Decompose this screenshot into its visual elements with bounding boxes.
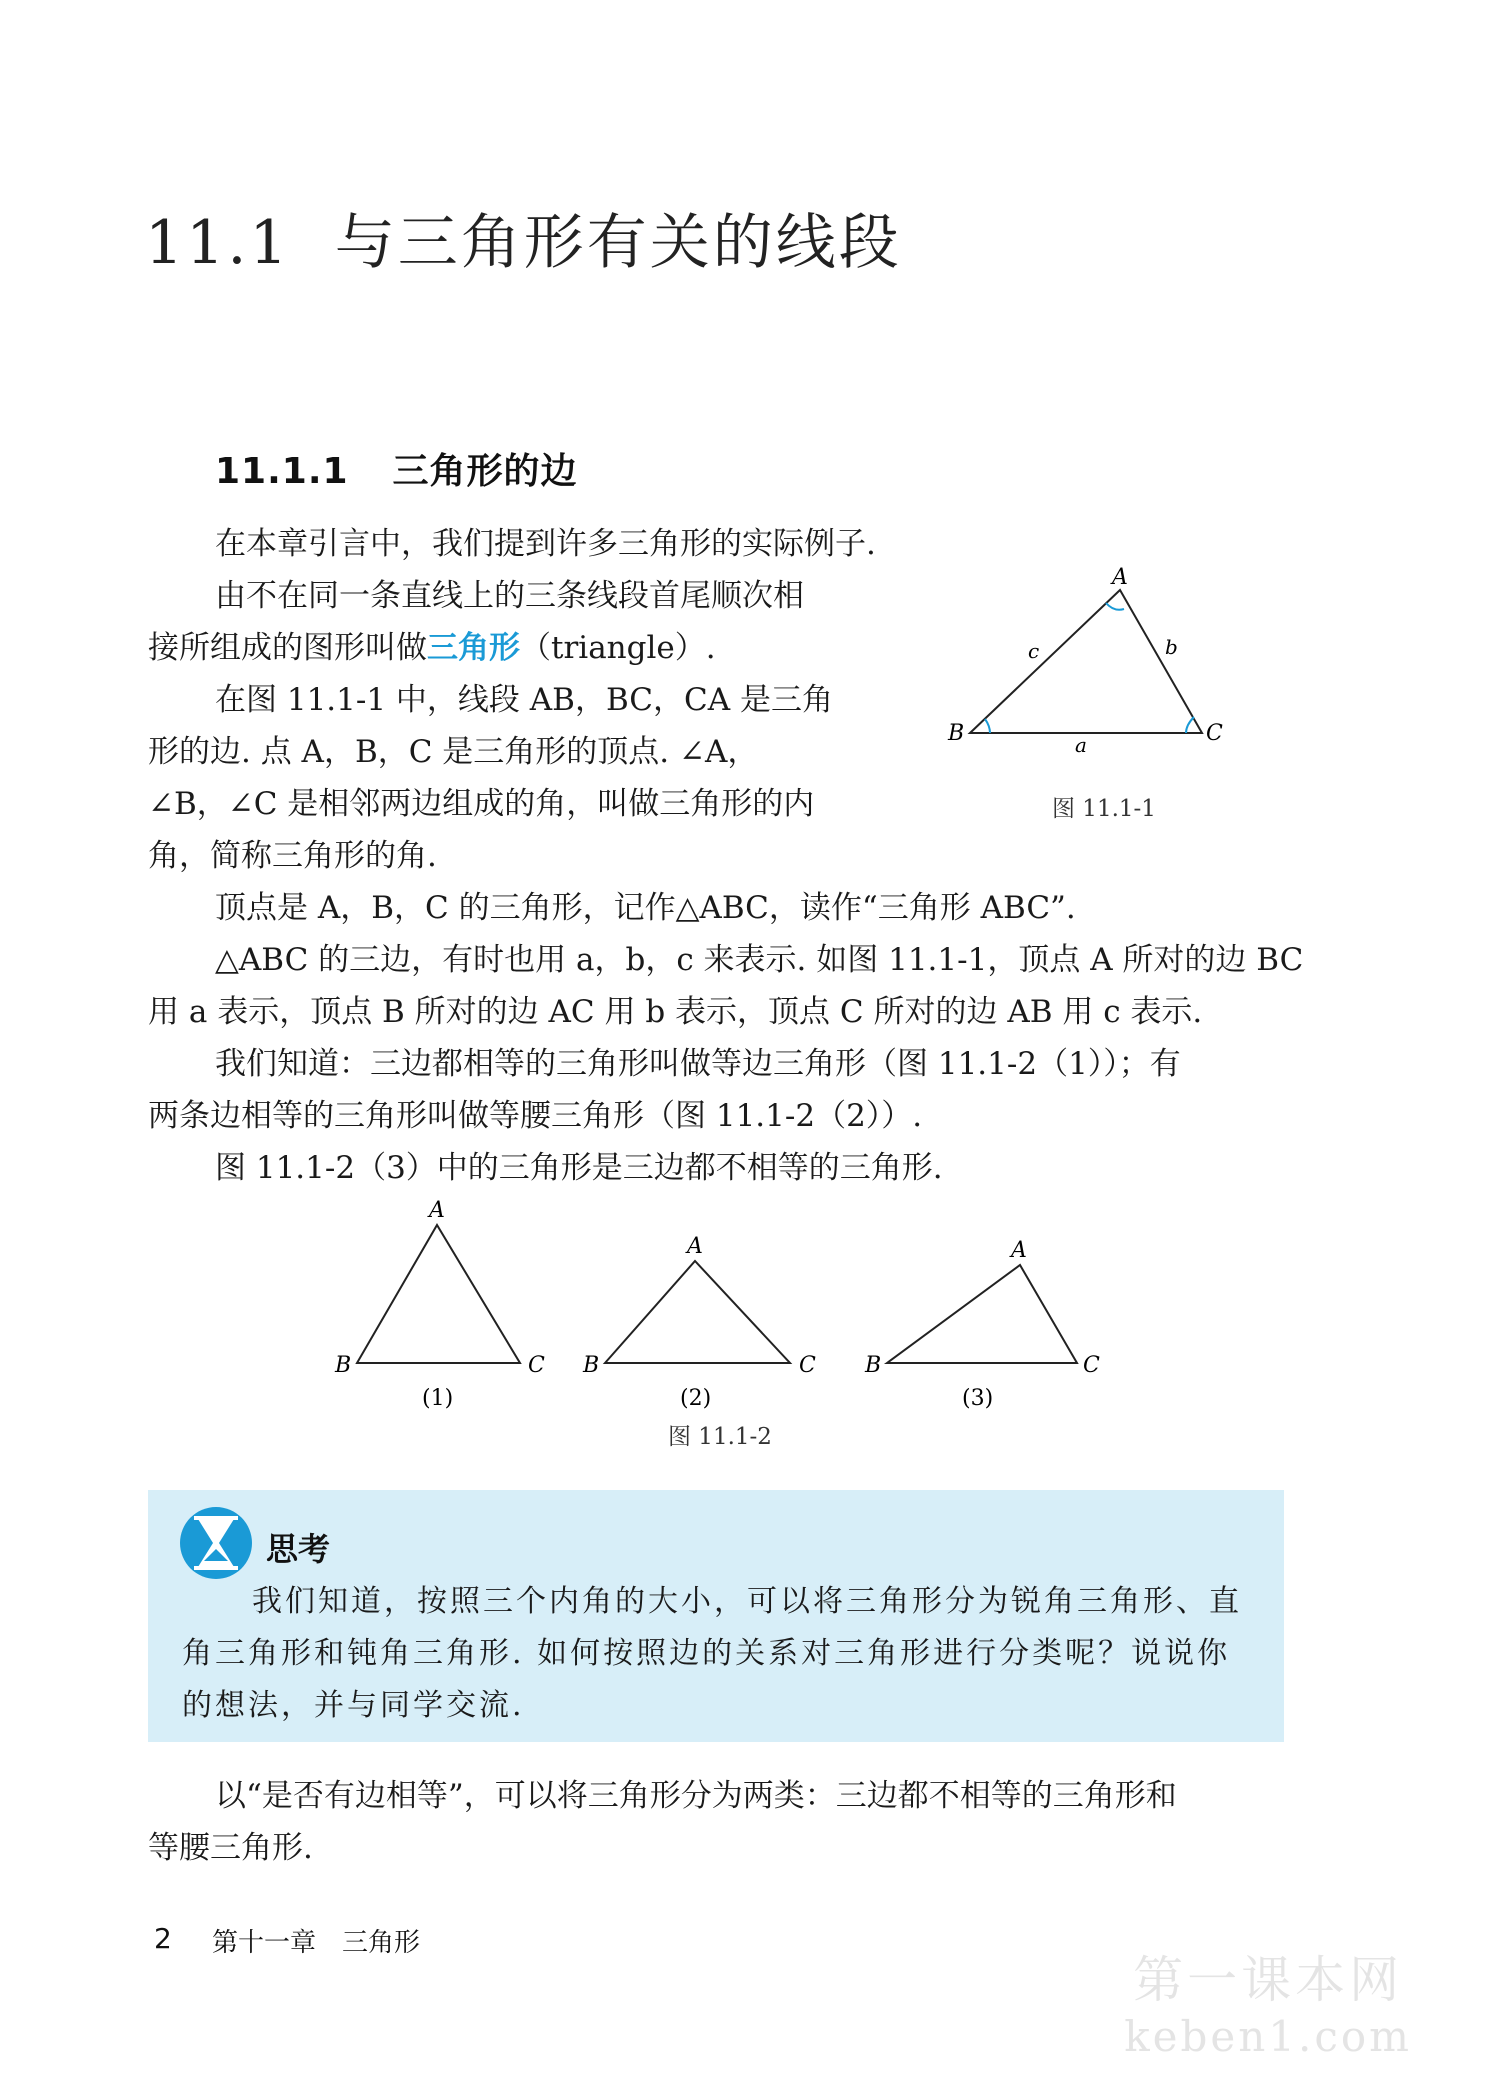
label-2-a: A: [687, 1234, 703, 1259]
label-side-a: a: [1075, 733, 1087, 757]
watermark-line1: 第一课本网: [1133, 1951, 1404, 2009]
triangle-abc-shape: [970, 590, 1202, 733]
paragraph-2-pre: 接所组成的图形叫做: [148, 630, 427, 666]
label-vertex-b: B: [948, 721, 965, 746]
label-side-c: c: [1028, 639, 1040, 663]
label-3-a: A: [1011, 1238, 1027, 1263]
paragraph-6-line1: 我们知道：三边都相等的三角形叫做等边三角形（图 11.1-2（1））；有: [215, 1046, 1181, 1082]
footer-chapter: [212, 1922, 420, 1959]
section-title: [145, 195, 902, 281]
paragraph-4: 顶点是 A，B，C 的三角形，记作△ABC，读作“三角形 ABC”.: [215, 890, 1076, 926]
paragraph-7: 图 11.1-2（3）中的三角形是三边都不相等的三角形.: [215, 1150, 943, 1186]
paragraph-3-line1: 在图 11.1-1 中，线段 AB，BC，CA 是三角: [215, 682, 833, 718]
section-title-text: 与三角形有关的线段: [334, 208, 902, 278]
label-1-b: B: [335, 1353, 352, 1378]
subcaption-1: (1): [422, 1386, 454, 1411]
figure2-caption: 图 11.1-2: [668, 1424, 772, 1450]
label-2-c: C: [799, 1353, 816, 1378]
label-1-a: A: [429, 1198, 445, 1223]
paragraph-6-line2: 两条边相等的三角形叫做等腰三角形（图 11.1-2（2））.: [148, 1098, 923, 1134]
subcaption-3: (3): [962, 1386, 994, 1411]
triangle-scalene: [887, 1265, 1077, 1363]
figure1-caption: 图 11.1-1: [1052, 796, 1156, 822]
figure-triangle-abc: [940, 565, 1240, 757]
watermark-line2: keben1.com: [1124, 2012, 1412, 2061]
think-line-1: 我们知道，按照三个内角的大小，可以将三角形分为锐角三角形、直: [252, 1584, 1242, 1619]
subsection-title: [215, 443, 578, 494]
paragraph-2-line1: 由不在同一条直线上的三条线段首尾顺次相: [215, 578, 804, 614]
angle-b-arc: [985, 719, 990, 733]
think-line-3: 的想法，并与同学交流.: [182, 1688, 525, 1723]
label-vertex-a: A: [1112, 565, 1128, 590]
triangle-isosceles: [605, 1261, 790, 1363]
watermark: [1124, 1940, 1412, 2061]
think-line-2: 角三角形和钝角三角形. 如何按照边的关系对三角形进行分类呢？说说你: [182, 1636, 1231, 1671]
hourglass-icon: [178, 1505, 254, 1581]
angle-a-arc: [1106, 603, 1124, 610]
paragraph-2-line2: [148, 622, 716, 674]
paragraph-3-line4: 角，简称三角形的角.: [148, 838, 437, 874]
paragraph-2-post: （triangle）.: [520, 630, 716, 666]
term-triangle: 三角形: [427, 630, 520, 666]
label-side-b: b: [1165, 635, 1178, 659]
paragraph-1: 在本章引言中，我们提到许多三角形的实际例子.: [215, 526, 876, 562]
section-number: 11.1: [145, 208, 291, 278]
figure-triangle-types: [325, 1195, 1125, 1410]
paragraph-8-line2: 等腰三角形.: [148, 1830, 313, 1866]
triangle-equilateral: [357, 1225, 520, 1363]
paragraph-8-line1: 以“是否有边相等”，可以将三角形分为两类：三边都不相等的三角形和: [215, 1778, 1177, 1814]
label-1-c: C: [528, 1353, 545, 1378]
label-3-b: B: [865, 1353, 882, 1378]
subcaption-2: (2): [680, 1386, 712, 1411]
footer-chapter-title: 三角形: [342, 1928, 421, 1958]
subsection-title-text: 三角形的边: [392, 451, 578, 492]
footer-chapter-number: 第十一章: [212, 1928, 317, 1958]
paragraph-3-line2: 形的边. 点 A，B，C 是三角形的顶点. ∠A，: [148, 734, 759, 770]
label-vertex-c: C: [1206, 721, 1223, 746]
think-title: 思考: [266, 1530, 331, 1568]
label-3-c: C: [1083, 1353, 1100, 1378]
paragraph-3-line3: ∠B，∠C 是相邻两边组成的角，叫做三角形的内: [148, 786, 815, 822]
paragraph-5-line1: △ABC 的三边，有时也用 a，b，c 来表示. 如图 11.1-1，顶点 A 所对的边 BC: [215, 942, 1304, 978]
paragraph-5-line2: 用 a 表示，顶点 B 所对的边 AC 用 b 表示，顶点 C 所对的边 AB 用 c 表示.: [148, 994, 1203, 1030]
page-number: 2: [154, 1922, 172, 1955]
label-2-b: B: [583, 1353, 600, 1378]
subsection-number: 11.1.1: [215, 451, 349, 492]
angle-c-arc: [1186, 717, 1194, 733]
